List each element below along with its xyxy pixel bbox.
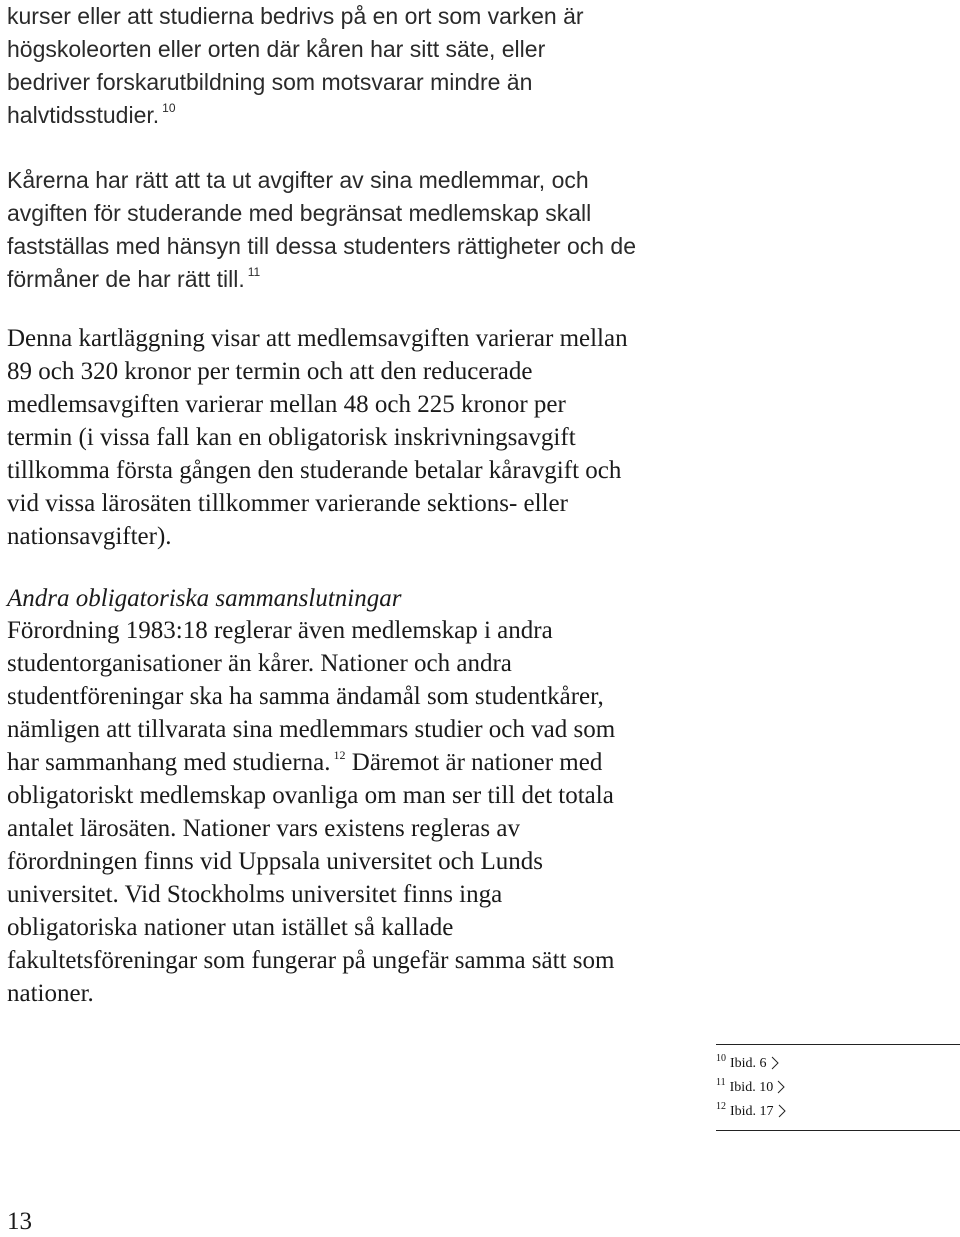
footnote-12-number: 12 <box>716 1101 726 1112</box>
paragraph-3-line-6: vid vissa lärosäten tillkommer varierande sektions- eller <box>7 490 568 517</box>
paragraph-2-line-4 <box>7 263 260 300</box>
footnote-rule-bottom <box>716 1130 960 1131</box>
paragraph-4-line-5-tail: Däremot är nationer med <box>351 749 603 776</box>
footnote-11-number: 11 <box>716 1077 726 1088</box>
footnote-rule-top <box>716 1044 960 1045</box>
paragraph-3-line-2: 89 och 320 kronor per termin och att den reducerade <box>7 358 533 385</box>
paragraph-1-line-4-text: halvtidsstudier. <box>7 102 160 128</box>
paragraph-3-line-3: medlemsavgiften varierar mellan 48 och 225 kronor per <box>7 391 566 418</box>
paragraph-1-line-3: bedriver forskarutbildning som motsvarar mindre än <box>7 69 533 95</box>
paragraph-2-line-4-text: förmåner de har rätt till. <box>7 266 245 292</box>
section-heading: Andra obligatoriska sammanslutningar <box>7 585 402 612</box>
paragraph-4-line-11: fakultetsföreningar som fungerar på ungefär samma sätt som <box>7 947 615 974</box>
footnote-11-text: Ibid. 10 <box>729 1080 774 1095</box>
paragraph-4-line-9: universitet. Vid Stockholms universitet finns inga <box>7 881 503 908</box>
paragraph-4-line-2: studentorganisationer än kårer. Nationer och andra <box>7 650 512 677</box>
paragraph-4-line-5 <box>7 746 602 783</box>
paragraph-3-line-5: tillkomma första gången den studerande betalar kåravgift och <box>7 457 622 484</box>
paragraph-4-line-6: obligatoriskt medlemskap ovanliga om man ser till det totala <box>7 782 614 809</box>
bookmark-icon <box>771 1056 779 1070</box>
paragraph-4-line-3: studentföreningar ska ha samma ändamål som studentkårer, <box>7 683 604 710</box>
paragraph-4-line-4: nämligen att tillvarata sina medlemmars studier och vad som <box>7 716 616 743</box>
footnote-10 <box>716 1053 779 1074</box>
page-number: 13 <box>7 1208 32 1235</box>
paragraph-4-line-8: förordningen finns vid Uppsala universitet och Lunds <box>7 848 544 875</box>
footnote-10-text: Ibid. 6 <box>730 1056 767 1071</box>
paragraph-3-line-7: nationsavgifter). <box>7 523 172 550</box>
paragraph-2-line-3: fastställas med hänsyn till dessa studenters rättigheter och de <box>7 233 637 259</box>
footnote-ref-10[interactable]: 10 <box>162 101 176 115</box>
paragraph-2-line-1: Kårerna har rätt att ta ut avgifter av sina medlemmar, och <box>7 167 589 193</box>
paragraph-4-line-1: Förordning 1983:18 reglerar även medlemskap i andra <box>7 617 553 644</box>
paragraph-4-line-7: antalet lärosäten. Nationer vars existens regleras av <box>7 815 520 842</box>
paragraph-4-line-12: nationer. <box>7 980 94 1007</box>
bookmark-icon <box>777 1080 785 1094</box>
footnote-10-number: 10 <box>716 1053 726 1064</box>
paragraph-4-line-10: obligatoriska nationer utan istället så kallade <box>7 914 454 941</box>
footnote-12-text: Ibid. 17 <box>730 1104 774 1119</box>
paragraph-1-line-4 <box>7 99 176 136</box>
paragraph-2-line-2: avgiften för studerande med begränsat medlemskap skall <box>7 200 592 226</box>
footnote-ref-11[interactable]: 11 <box>247 265 261 279</box>
bookmark-icon <box>778 1104 786 1118</box>
footnote-ref-12[interactable]: 12 <box>333 748 346 762</box>
footnote-12 <box>716 1101 786 1122</box>
paragraph-4-line-5-text: har sammanhang med studierna. <box>7 749 331 776</box>
footnote-11 <box>716 1077 785 1098</box>
paragraph-3-line-4: termin (i vissa fall kan en obligatorisk inskrivningsavgift <box>7 424 576 451</box>
paragraph-1-line-2: högskoleorten eller orten där kåren har sitt säte, eller <box>7 36 546 62</box>
paragraph-3-line-1: Denna kartläggning visar att medlemsavgiften varierar mellan <box>7 325 628 352</box>
paragraph-1-line-1: kurser eller att studierna bedrivs på en ort som varken är <box>7 3 584 29</box>
